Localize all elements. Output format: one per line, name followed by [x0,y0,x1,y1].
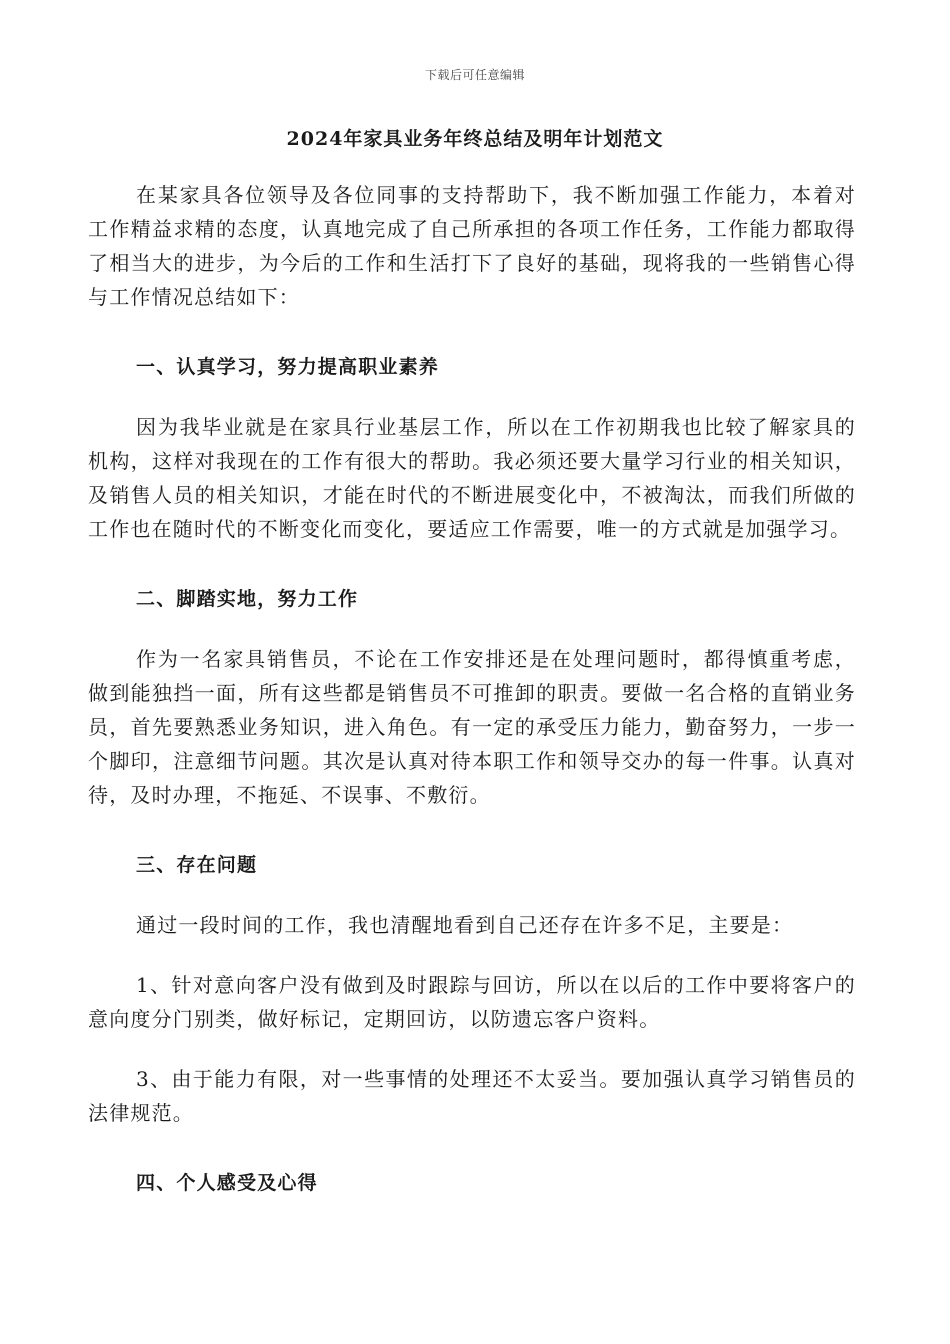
intro-paragraph: 在某家具各位领导及各位同事的支持帮助下，我不断加强工作能力，本着对工作精益求精的态度，认真地完成了自己所承担的各项工作任务，工作能力都取得了相当大的进步，为今后的工作和生活打下了良好的基础，现将我的一些销售心得与工作情况总结如下： [88,183,856,309]
section-3-item-3: 3、由于能力有限，对一些事情的处理还不太妥当。要加强认真学习销售员的法律规范。 [88,1067,856,1125]
header-note: 下载后可任意编辑 [424,68,525,82]
document-title: 2024年家具业务年终总结及明年计划范文 [286,128,664,150]
document-body [88,178,856,1200]
section-3-intro: 通过一段时间的工作，我也清醒地看到自己还存在许多不足，主要是： [136,913,794,937]
section-1-heading: 一、认真学习，努力提高职业素养 [136,356,440,378]
section-2-paragraph: 作为一名家具销售员，不论在工作安排还是在处理问题时，都得慎重考虑，做到能独挡一面，所有这些都是销售员不可推卸的职责。要做一名合格的直销业务员，首先要熟悉业务知识，进入角色。有一定的承受压力能力，勤奋努力，一步一个脚印，注意细节问题。其次是认真对待本职工作和领导交办的每一件事。认真对待，及时办理，不拖延、不误事、不敷衍。 [88,647,856,807]
section-3-heading: 三、存在问题 [136,854,258,876]
section-3-item-1: 1、针对意向客户没有做到及时跟踪与回访，所以在以后的工作中要将客户的意向度分门别类，做好标记，定期回访，以防遗忘客户资料。 [88,973,856,1031]
section-2-heading: 二、脚踏实地，努力工作 [136,588,359,610]
section-1-paragraph: 因为我毕业就是在家具行业基层工作，所以在工作初期我也比较了解家具的机构，这样对我现在的工作有很大的帮助。我必须还要大量学习行业的相关知识，及销售人员的相关知识，才能在时代的不断进展变化中，不被淘汰，而我们所做的工作也在随时代的不断变化而变化，要适应工作需要，唯一的方式就是加强学习。 [88,415,856,541]
section-4-heading: 四、个人感受及心得 [136,1172,318,1194]
